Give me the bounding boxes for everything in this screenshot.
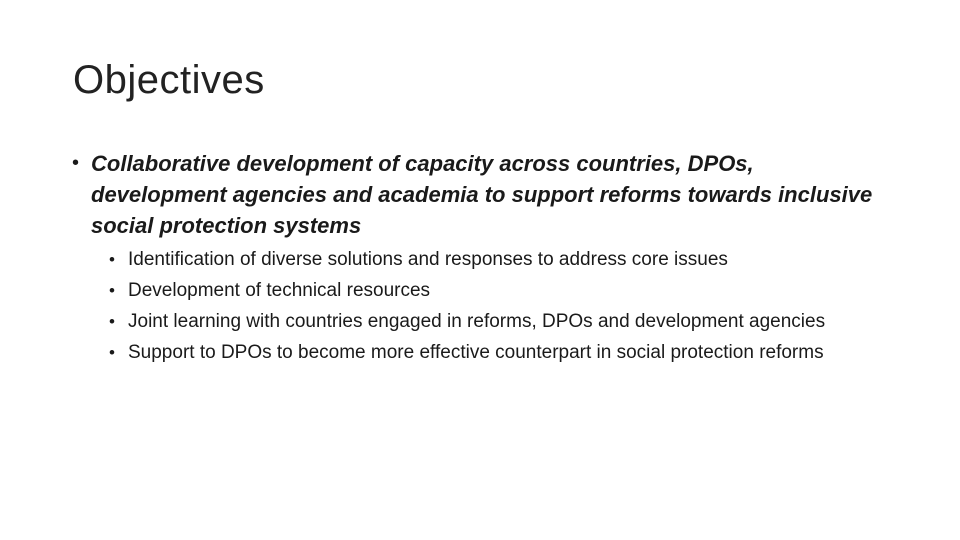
- main-bullet-text: Collaborative development of capacity across countries, DPOs, development agencies and academia to support reforms towards inclusive social protection systems: [91, 151, 873, 238]
- slide-title: Objectives: [73, 58, 265, 102]
- sub-bullet-text: Development of technical resources: [128, 280, 431, 301]
- sub-bullet-text: Identification of diverse solutions and responses to address core issues: [128, 249, 728, 270]
- slide-content: [72, 148, 892, 371]
- bullet-icon: •: [109, 312, 115, 331]
- bullet-icon: •: [109, 250, 115, 269]
- bullet-icon: •: [109, 343, 115, 362]
- sub-bullet-item: [109, 247, 868, 273]
- main-bullet-item: [72, 148, 892, 241]
- sub-bullet-item: [109, 340, 868, 366]
- sub-bullet-item: [109, 309, 868, 335]
- bullet-icon: •: [109, 281, 115, 300]
- sub-bullet-list: [72, 247, 892, 366]
- sub-bullet-text: Support to DPOs to become more effective counterpart in social protection reforms: [128, 342, 824, 363]
- sub-bullet-item: [109, 278, 868, 304]
- sub-bullet-text: Joint learning with countries engaged in reforms, DPOs and development agencies: [128, 311, 826, 332]
- bullet-icon: •: [72, 152, 80, 174]
